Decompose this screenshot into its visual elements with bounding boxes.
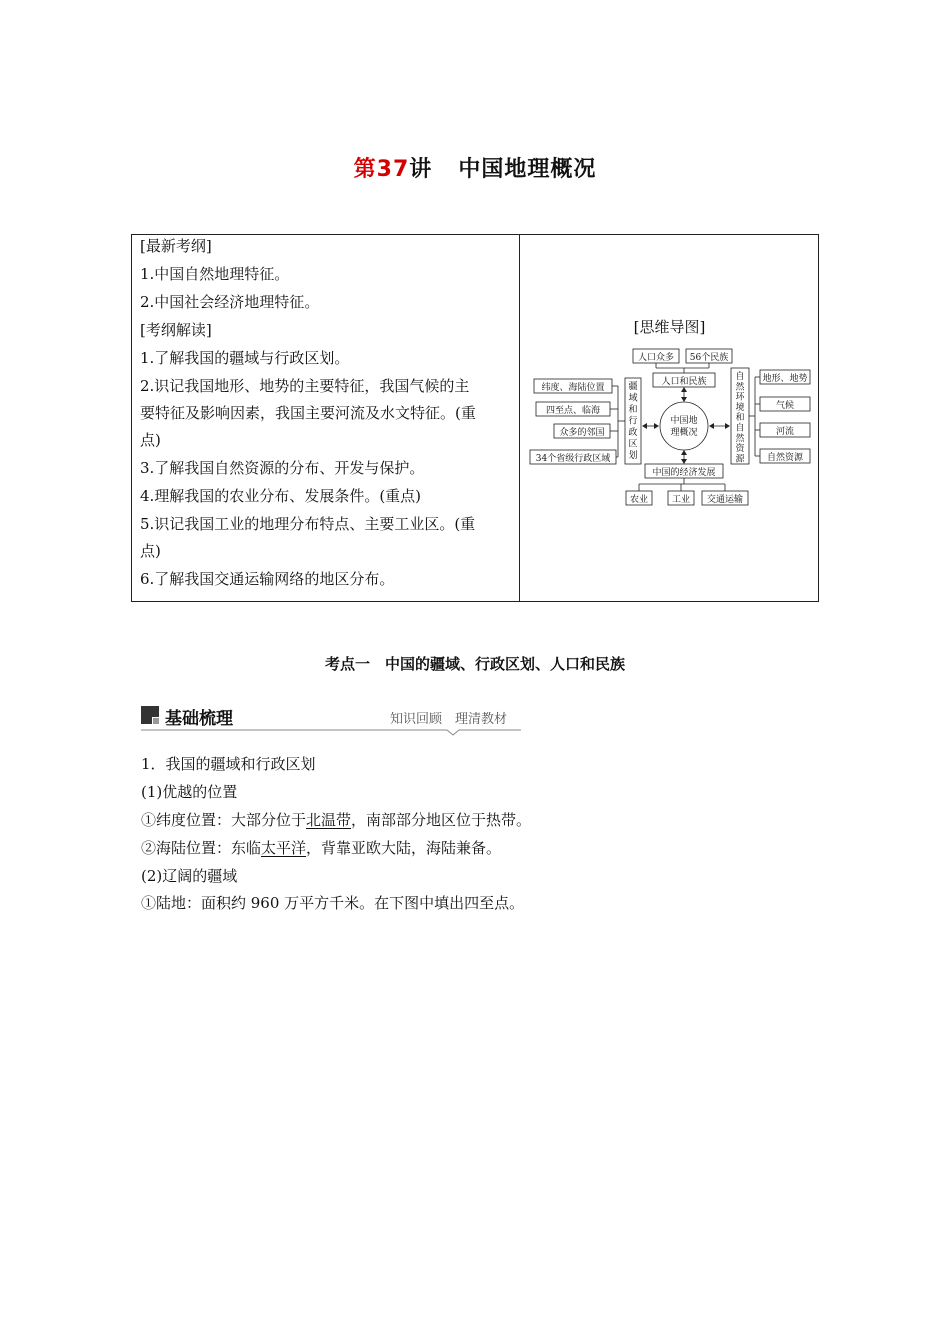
title-main: 中国地理概况 bbox=[458, 157, 597, 182]
text-segment: ②海陆位置：东临 bbox=[141, 839, 262, 857]
fill-blank-answer: 太平洋 bbox=[261, 839, 307, 857]
mm-left-child: 众多的邻国 bbox=[559, 428, 605, 438]
text-segment: ，背靠亚欧大陆，海陆兼备。 bbox=[306, 839, 502, 857]
mm-bottom-child: 农业 bbox=[629, 495, 649, 505]
mm-vertical-char: 自 bbox=[735, 372, 745, 382]
title-prefix: 第 bbox=[353, 157, 377, 182]
basics-subtitle: 知识回顾 理清教材 bbox=[390, 712, 508, 727]
section-square-icon bbox=[141, 706, 159, 724]
mm-left-child: 纬度、海陆位置 bbox=[541, 383, 605, 393]
basics-line: ①陆地：面积约 960 万平方千米。在下图中填出四至点。 bbox=[141, 894, 525, 912]
latest-item: 1.中国自然地理特征。 bbox=[140, 265, 290, 283]
mm-vertical-char: 划 bbox=[628, 451, 638, 461]
interpret-line: 要特征及影响因素，我国主要河流及水文特征。(重 bbox=[140, 404, 476, 422]
mindmap-diagram bbox=[526, 342, 816, 512]
mm-right-child: 河流 bbox=[775, 427, 795, 437]
basics-label: 基础梳理 bbox=[165, 709, 233, 729]
mm-right-child: 地形、地势 bbox=[762, 374, 808, 384]
mm-bottom-child: 交通运输 bbox=[706, 495, 744, 505]
mm-top-parent: 人口和民族 bbox=[661, 377, 707, 387]
mm-vertical-char: 政 bbox=[628, 428, 638, 438]
mm-vertical-char: 源 bbox=[735, 454, 745, 465]
basics-line: 1．我国的疆域和行政区划 bbox=[141, 755, 316, 773]
basics-header bbox=[141, 704, 521, 734]
title-suffix: 讲 bbox=[409, 157, 433, 182]
mm-top-child: 56个民族 bbox=[689, 353, 729, 363]
interpret-line: 点) bbox=[140, 431, 161, 449]
mindmap-title: [思维导图] bbox=[633, 318, 706, 336]
mm-left-child: 四至点、临海 bbox=[545, 406, 601, 416]
interpret-line: 1.了解我国的疆域与行政区划。 bbox=[140, 349, 350, 367]
mm-center-line: 中国地 bbox=[670, 416, 698, 426]
mm-center-line: 理概况 bbox=[670, 428, 698, 438]
interpret-line: 2.识记我国地形、地势的主要特征，我国气候的主 bbox=[140, 377, 470, 395]
table-divider bbox=[519, 234, 520, 602]
mm-vertical-char: 区 bbox=[628, 439, 638, 450]
latest-item: 2.中国社会经济地理特征。 bbox=[140, 293, 320, 311]
fill-blank-answer: 北温带 bbox=[306, 811, 352, 829]
mm-right-child: 气候 bbox=[775, 401, 795, 411]
mm-vertical-char: 域 bbox=[628, 393, 638, 404]
basics-line bbox=[141, 838, 501, 858]
mm-vertical-char: 境 bbox=[735, 402, 745, 413]
interpret-line: 6.了解我国交通运输网络的地区分布。 bbox=[140, 570, 395, 588]
mm-bottom-parent: 中国的经济发展 bbox=[652, 468, 716, 478]
latest-heading: [最新考纲] bbox=[140, 237, 212, 255]
mm-vertical-char: 然 bbox=[735, 382, 745, 393]
mm-vertical-char: 行 bbox=[628, 416, 638, 427]
basics-line bbox=[141, 810, 531, 830]
interpret-line: 4.理解我国的农业分布、发展条件。(重点) bbox=[140, 487, 422, 505]
header-rule bbox=[141, 724, 521, 736]
text-segment: ①纬度位置：大部分位于 bbox=[141, 811, 307, 829]
interpret-line: 3.了解我国自然资源的分布、开发与保护。 bbox=[140, 459, 425, 477]
mm-vertical-char: 疆 bbox=[628, 382, 638, 392]
mm-vertical-char: 环 bbox=[735, 392, 745, 403]
mm-left-child: 34个省级行政区域 bbox=[535, 454, 611, 464]
mm-vertical-char: 和 bbox=[735, 413, 745, 424]
title-number: 37 bbox=[376, 157, 410, 182]
mm-right-child: 自然资源 bbox=[766, 453, 804, 463]
basics-line: (2)辽阔的疆域 bbox=[141, 867, 238, 885]
mm-bottom-child: 工业 bbox=[671, 495, 691, 505]
mm-vertical-char: 然 bbox=[735, 433, 745, 444]
basics-line: (1)优越的位置 bbox=[141, 783, 238, 801]
mm-vertical-char: 和 bbox=[628, 405, 638, 415]
section-title: 考点一 中国的疆域、行政区划、人口和民族 bbox=[324, 655, 625, 673]
mm-vertical-char: 自 bbox=[735, 423, 745, 434]
interpret-line: 5.识记我国工业的地理分布特点、主要工业区。(重 bbox=[140, 515, 476, 533]
mm-center bbox=[660, 402, 708, 450]
interpret-heading: [考纲解读] bbox=[140, 321, 212, 339]
page-title bbox=[0, 152, 950, 183]
mm-right-parent bbox=[735, 370, 745, 464]
mm-top-child: 人口众多 bbox=[637, 353, 675, 363]
mm-vertical-char: 资 bbox=[735, 444, 745, 455]
mm-left-parent bbox=[628, 381, 637, 461]
text-segment: ，南部部分地区位于热带。 bbox=[351, 811, 532, 829]
interpret-line: 点) bbox=[140, 542, 161, 560]
